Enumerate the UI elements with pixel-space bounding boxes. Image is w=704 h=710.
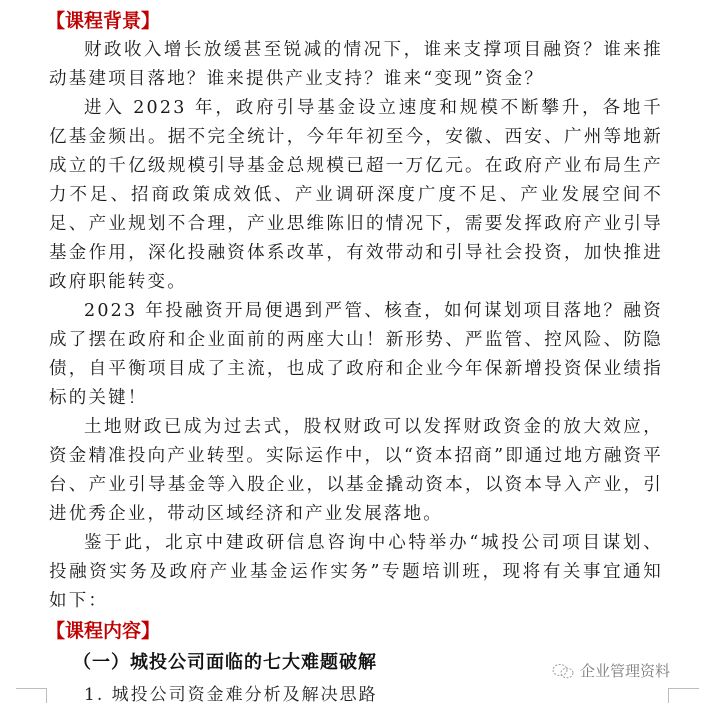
paragraph-5: 鉴于此，北京中建政研信息咨询中心特举办“城投公司项目谋划、投融资实务及政府产业基金运作实务”专题培训班，现将有关事宜通知如下： (49, 533, 663, 611)
page-corner-mark-right (668, 688, 699, 703)
paragraph-3: 2023 年投融资开局便遇到严管、核查，如何谋划项目落地？融资成了摆在政府和企业面前的两座大山！新形势、严监管、控风险、防隐债，自平衡项目成了主流，也成了政府和企业今年保新增投资保业绩指标的关键！ (49, 301, 663, 408)
document-page (46, 6, 663, 710)
wechat-icon (552, 663, 574, 679)
course-subheading: （一）城投公司面临的七大难题破解 (73, 652, 377, 673)
paragraph-2: 进入 2023 年，政府引导基金设立速度和规模不断攀升，各地千亿基金频出。据不完全统计，今年年初至今，安徽、西安、广州等地新成立的千亿级规模引导基金总规模已超一万亿元。在政府产业布局生产力不足、招商政策成效低、产业调研深度广度不足、产业发展空间不足、产业规划不合理，产业思维陈旧的情况下，需要发挥政府产业引导基金作用，深化投融资体系改革，有效带动和引导社会投资，加快推进政府职能转变。 (49, 98, 663, 292)
course-item: 1. 城投公司资金难分析及解决思路 (84, 685, 378, 705)
page-corner-mark-left (16, 688, 47, 703)
paragraph-4: 土地财政已成为过去式，股权财政可以发挥财政资金的放大效应，资金精准投向产业转型。实际运作中，以“资本招商”即通过地方融资平台、产业引导基金等入股企业，以基金撬动资本，以资本导入产业，引进优秀企业，带动区域经济和产业发展落地。 (49, 417, 663, 524)
watermark-text: 企业管理资料 (580, 662, 671, 680)
section-heading-background: 【课程背景】 (46, 10, 161, 32)
paragraph-1: 财政收入增长放缓甚至锐减的情况下，谁来支撑项目融资？谁来推动基建项目落地？谁来提供产业支持？谁来“变现”资金？ (49, 40, 663, 89)
section-heading-content: 【课程内容】 (46, 620, 161, 642)
watermark (552, 660, 670, 681)
